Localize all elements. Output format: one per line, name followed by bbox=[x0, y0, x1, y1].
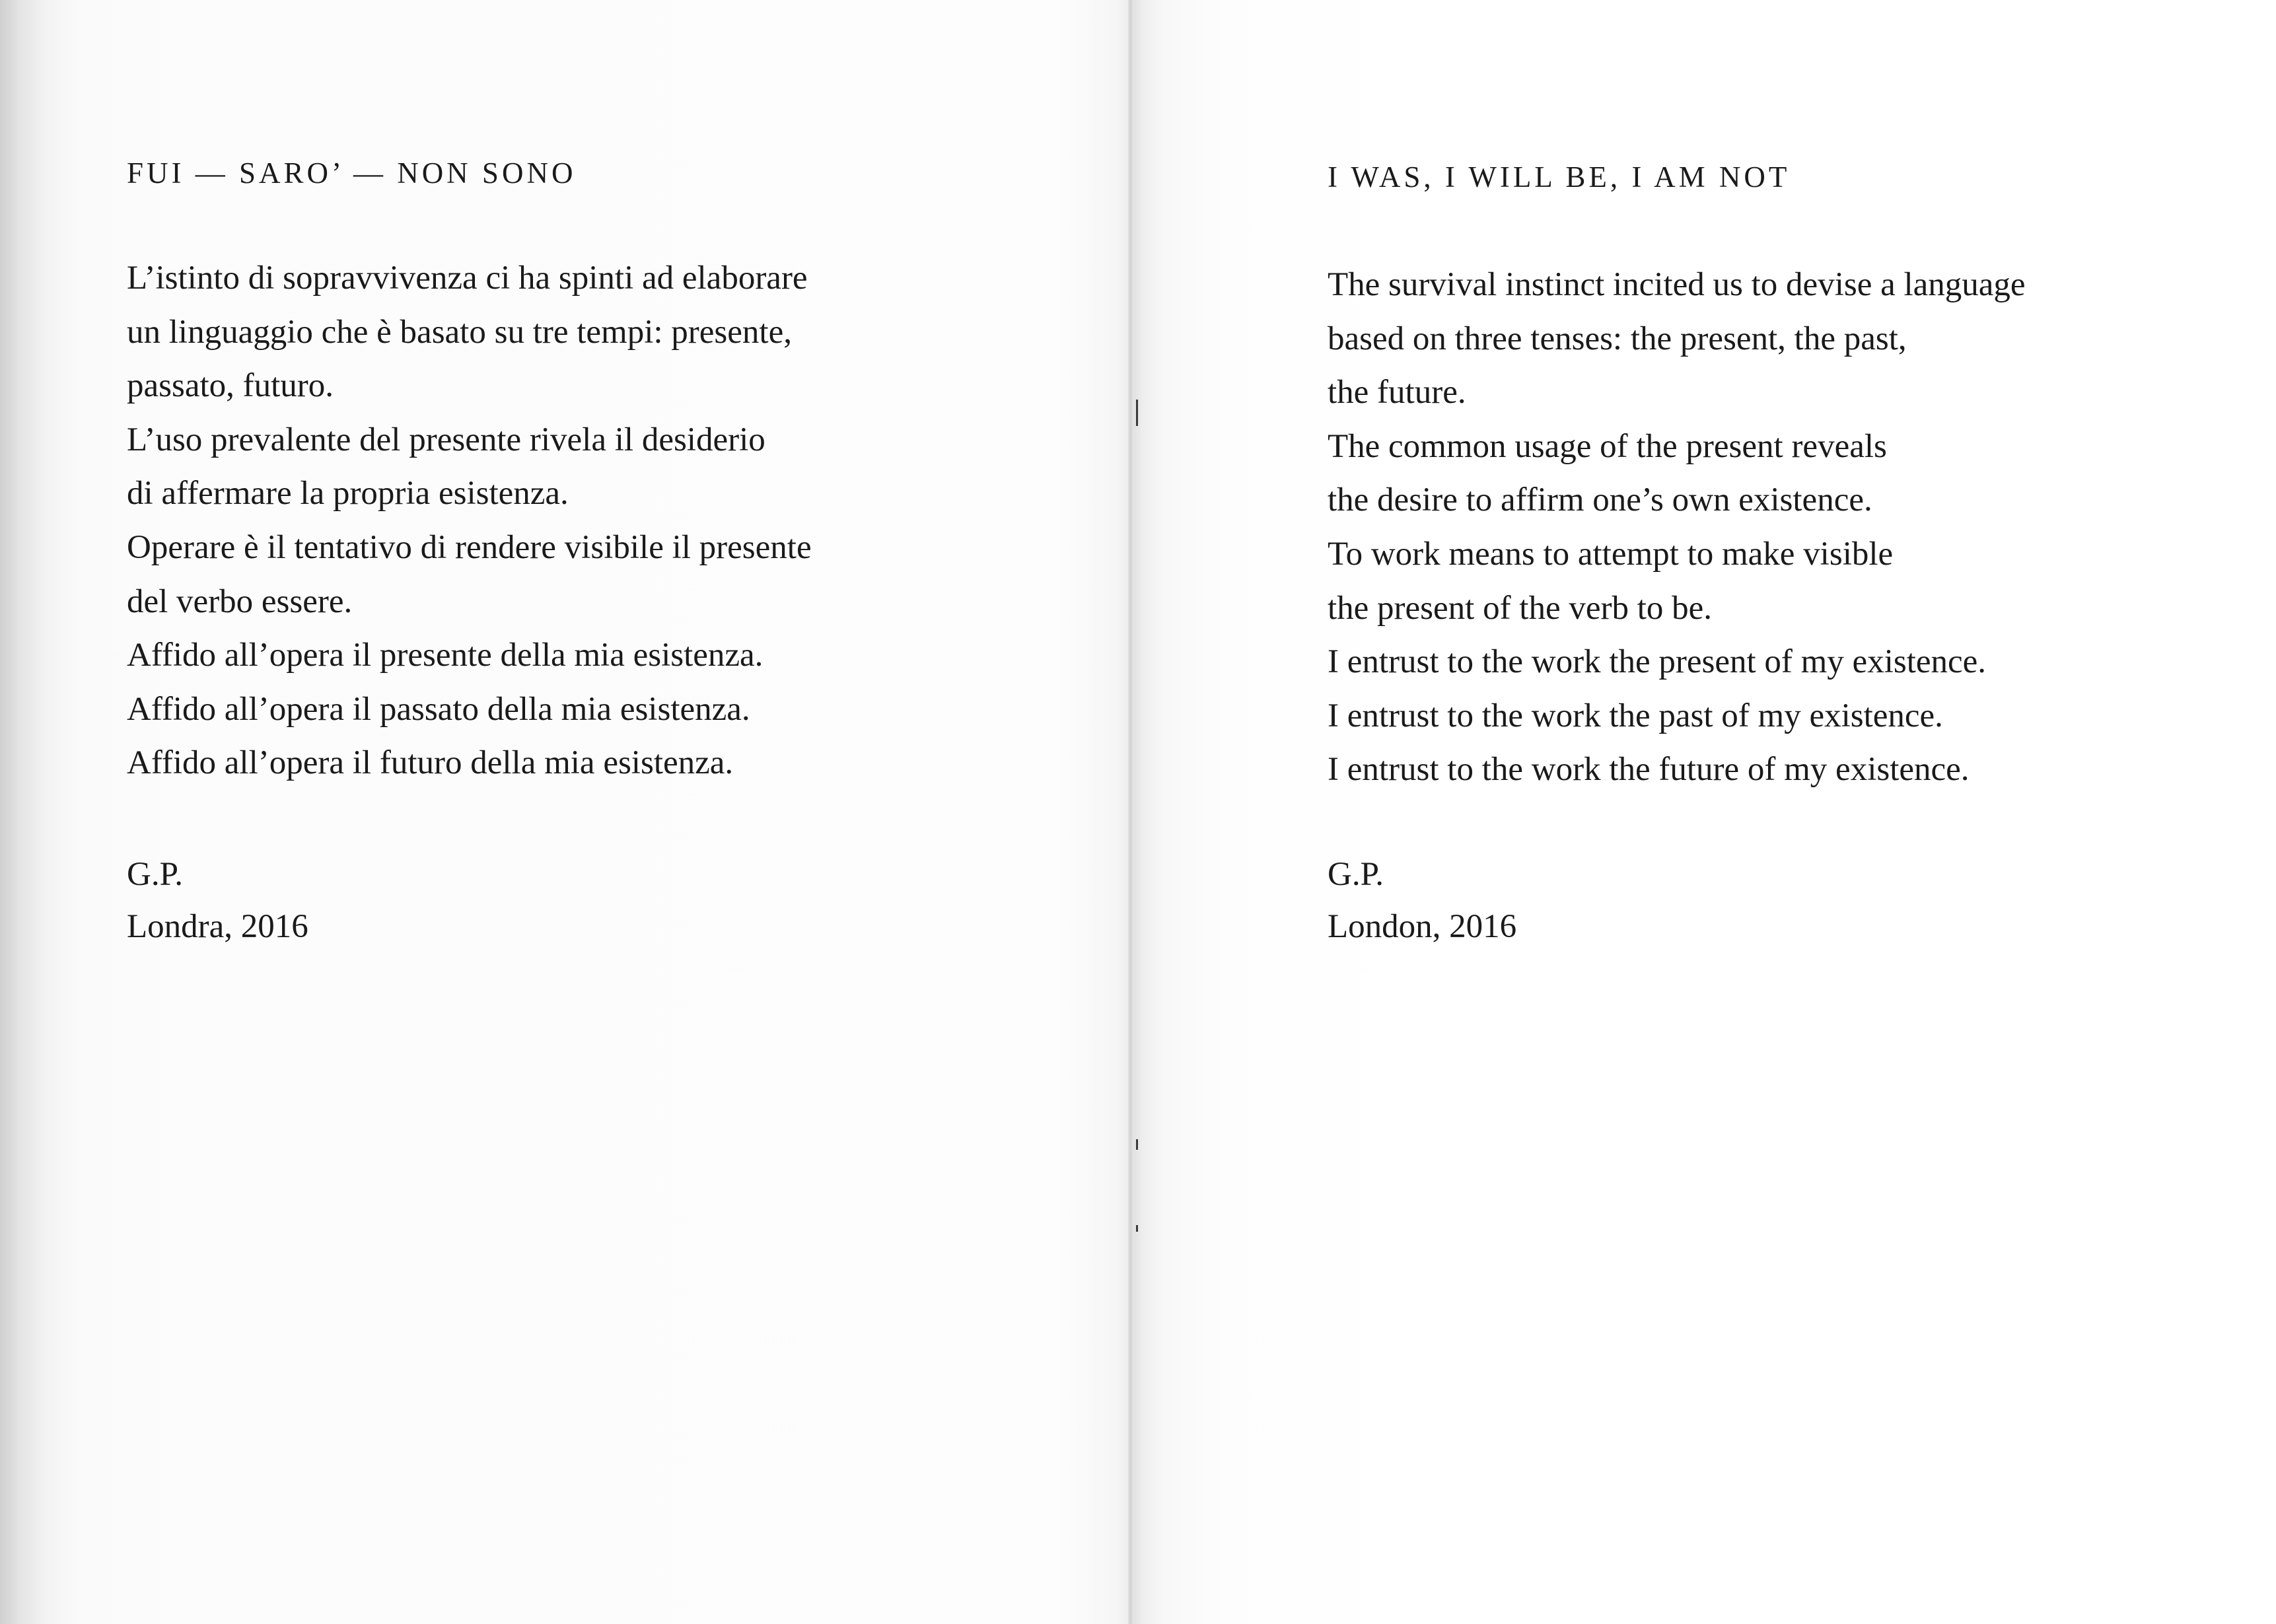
signature-block-english bbox=[1328, 849, 1516, 953]
author-initials: G.P. bbox=[1328, 856, 1384, 893]
signature-block-italian bbox=[127, 849, 308, 953]
page-title-italian: FUI — SARO’ — NON SONO bbox=[127, 157, 577, 190]
place-date: Londra, 2016 bbox=[127, 908, 308, 945]
book-gutter bbox=[1128, 0, 1133, 1624]
left-page bbox=[0, 0, 1131, 1624]
text-line: I entrust to the work the past of my existence. bbox=[1328, 697, 1943, 734]
text-line: di affermare la propria esistenza. bbox=[127, 475, 569, 512]
text-line: Operare è il tentativo di rendere visibile il presente bbox=[127, 528, 812, 566]
text-line: L’istinto di sopravvivenza ci ha spinti ad elaborare bbox=[127, 260, 808, 297]
text-line: del verbo essere. bbox=[127, 583, 353, 620]
text-line: Affido all’opera il presente della mia esistenza. bbox=[127, 637, 764, 674]
text-line: I entrust to the work the future of my existence. bbox=[1328, 751, 1970, 789]
text-line: the present of the verb to be. bbox=[1328, 589, 1713, 627]
text-line: passato, futuro. bbox=[127, 367, 334, 405]
text-line: Affido all’opera il futuro della mia esistenza. bbox=[127, 744, 734, 782]
right-page bbox=[1131, 0, 2276, 1624]
binding-mark bbox=[1136, 1139, 1138, 1150]
text-line: To work means to attempt to make visible bbox=[1328, 535, 1894, 573]
text-line: un linguaggio che è basato su tre tempi: presente, bbox=[127, 313, 792, 351]
text-line: The common usage of the present reveals bbox=[1328, 427, 1887, 465]
page-title-english: I WAS, I WILL BE, I AM NOT bbox=[1328, 160, 1791, 194]
italian-text bbox=[127, 252, 812, 791]
binding-mark bbox=[1136, 400, 1138, 426]
text-line: the desire to affirm one’s own existence. bbox=[1328, 481, 1872, 519]
binding-mark bbox=[1136, 1225, 1138, 1232]
text-line: L’uso prevalente del presente rivela il desiderio bbox=[127, 421, 765, 458]
text-line: The survival instinct incited us to devise a language bbox=[1328, 266, 2026, 303]
author-initials: G.P. bbox=[127, 856, 184, 893]
text-line: Affido all’opera il passato della mia esistenza. bbox=[127, 690, 750, 728]
text-line: based on three tenses: the present, the past, bbox=[1328, 320, 1907, 357]
place-date: London, 2016 bbox=[1328, 908, 1517, 945]
text-line: I entrust to the work the present of my existence. bbox=[1328, 643, 1987, 681]
text-line: the future. bbox=[1328, 374, 1466, 411]
english-text bbox=[1328, 258, 2026, 797]
